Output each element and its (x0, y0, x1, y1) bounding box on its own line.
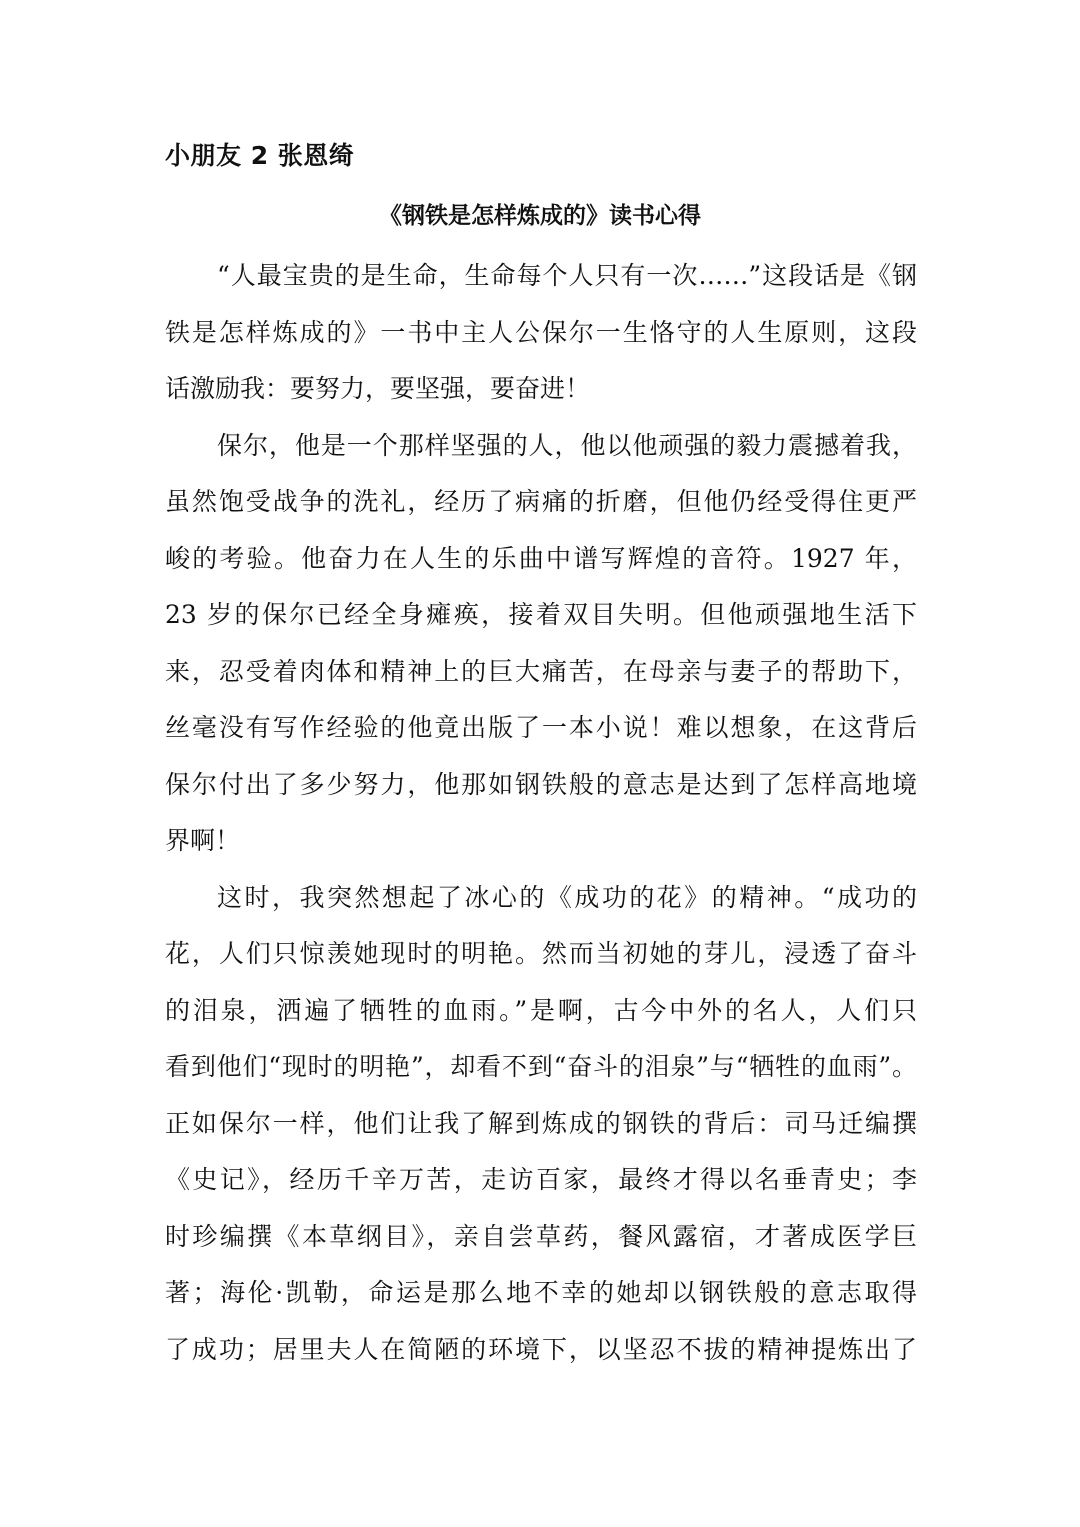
paragraph-line: 的泪泉，洒遍了牺牲的血雨。”是啊，古今中外的名人，人们只 (165, 995, 917, 1025)
paragraph-line: 看到他们“现时的明艳”，却看不到“奋斗的泪泉”与“牺牲的血雨”。 (165, 1052, 917, 1081)
paragraph-line: 铁是怎样炼成的》一书中主人公保尔一生恪守的人生原则，这段 (165, 317, 917, 347)
paragraph-line: 丝毫没有写作经验的他竟出版了一本小说！难以想象，在这背后 (165, 713, 917, 742)
paragraph-line: 23 岁的保尔已经全身瘫痪，接着双目失明。但他顽强地生活下 (165, 600, 917, 629)
essay-title: 《钢铁是怎样炼成的》读书心得 (379, 203, 701, 229)
paragraph-line: 花，人们只惊羡她现时的明艳。然而当初她的芽儿，浸透了奋斗 (165, 939, 917, 968)
paragraph-line: 峻的考验。他奋力在人生的乐曲中谱写辉煌的音符。1927 年， (165, 543, 917, 573)
paragraph-line: 著；海伦·凯勒，命运是那么地不幸的她却以钢铁般的意志取得 (165, 1278, 917, 1307)
paragraph-line: “人最宝贵的是生命，生命每个人只有一次……”这段话是《钢 (217, 261, 917, 290)
paragraph-line: 话激励我：要努力，要坚强，要奋进！ (165, 374, 591, 403)
paragraph-line: 界啊！ (165, 826, 241, 855)
essay-body (165, 248, 917, 1378)
paragraph-line: 时珍编撰《本草纲目》，亲自尝草药，餐风露宿，才著成医学巨 (165, 1221, 917, 1251)
paragraph-line: 《史记》，经历千辛万苦，走访百家，最终才得以名垂青史；李 (165, 1165, 917, 1194)
author-heading: 小朋友 2 张恩绮 (165, 141, 355, 170)
paragraph-line: 来，忍受着肉体和精神上的巨大痛苦，在母亲与妻子的帮助下， (165, 656, 917, 686)
paragraph-line: 了成功；居里夫人在简陋的环境下，以坚忍不拔的精神提炼出了 (165, 1334, 917, 1364)
paragraph-line: 虽然饱受战争的洗礼，经历了病痛的折磨，但他仍经受得住更严 (165, 487, 917, 516)
paragraph-line: 这时，我突然想起了冰心的《成功的花》的精神。“成功的 (217, 882, 917, 912)
paragraph-line: 保尔，他是一个那样坚强的人，他以他顽强的毅力震撼着我， (217, 430, 917, 460)
paragraph-line: 保尔付出了多少努力，他那如钢铁般的意志是达到了怎样高地境 (165, 769, 917, 799)
paragraph-line: 正如保尔一样，他们让我了解到炼成的钢铁的背后：司马迁编撰 (165, 1108, 917, 1138)
